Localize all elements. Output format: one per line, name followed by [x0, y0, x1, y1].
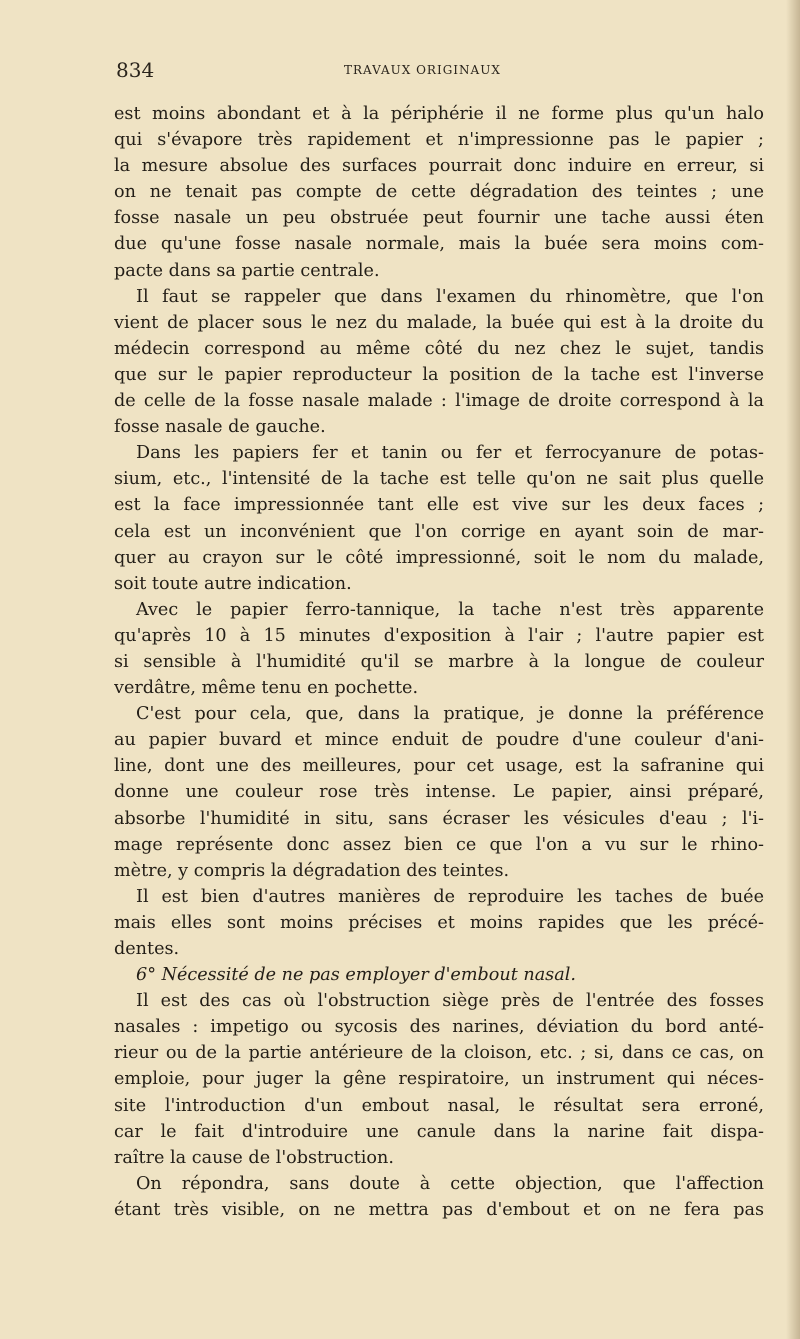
- text-line: fosse nasale de gauche.: [114, 417, 326, 438]
- page-number: 834: [116, 58, 155, 82]
- page-header: [116, 58, 762, 88]
- text-line: médecin correspond au même côté du nez chez le sujet, tandis: [114, 338, 764, 359]
- text-line: fosse nasale un peu obstruée peut fournir une tache aussi éten: [114, 208, 764, 229]
- text-line: car le fait d'introduire une canule dans la narine fait dispa-: [114, 1121, 764, 1142]
- text-line: nasales : impetigo ou sycosis des narines, déviation du bord anté-: [114, 1017, 764, 1038]
- text-line: pacte dans sa partie centrale.: [114, 260, 380, 281]
- text-line: soit toute autre indication.: [114, 573, 352, 594]
- text-line: rieur ou de la partie antérieure de la cloison, etc. ; si, dans ce cas, on: [114, 1043, 764, 1064]
- text-line: line, dont une des meilleures, pour cet usage, est la safranine qui: [114, 756, 764, 777]
- text-line: due qu'une fosse nasale normale, mais la buée sera moins com-: [114, 234, 764, 255]
- running-head: TRAVAUX ORIGINAUX: [344, 63, 501, 77]
- text-line: C'est pour cela, que, dans la pratique, je donne la préférence: [136, 704, 764, 725]
- text-line: emploie, pour juger la gêne respiratoire, un instrument qui néces-: [114, 1069, 764, 1090]
- text-line: est moins abondant et à la périphérie il ne forme plus qu'un halo: [114, 104, 764, 124]
- text-line: absorbe l'humidité in situ, sans écraser les vésicules d'eau ; l'i-: [114, 808, 764, 829]
- text-line: la mesure absolue des surfaces pourrait donc induire en erreur, si: [114, 156, 764, 177]
- text-line: Il est bien d'autres manières de reproduire les taches de buée: [136, 886, 764, 907]
- text-line: site l'introduction d'un embout nasal, le résultat sera erroné,: [114, 1095, 764, 1116]
- text-line: est la face impressionnée tant elle est vive sur les deux faces ;: [114, 495, 764, 516]
- text-line: Il faut se rappeler que dans l'examen du rhinomètre, que l'on: [136, 286, 764, 307]
- text-line: étant très visible, on ne mettra pas d'embout et on ne fera pas: [114, 1199, 764, 1220]
- text-line: vient de placer sous le nez du malade, la buée qui est à la droite du: [114, 312, 764, 333]
- text-line: mais elles sont moins précises et moins rapides que les précé-: [114, 912, 764, 933]
- text-line: cela est un inconvénient que l'on corrige en ayant soin de mar-: [114, 521, 764, 542]
- text-line: au papier buvard et mince enduit de poudre d'une couleur d'ani-: [114, 730, 764, 751]
- text-line: Il est des cas où l'obstruction siège près de l'entrée des fosses: [136, 991, 764, 1012]
- text-line: qui s'évapore très rapidement et n'impressionne pas le papier ;: [114, 130, 764, 151]
- text-line: raître la cause de l'obstruction.: [114, 1147, 394, 1168]
- text-line: quer au crayon sur le côté impressionné, soit le nom du malade,: [114, 547, 764, 568]
- text-line: sium, etc., l'intensité de la tache est telle qu'on ne sait plus quelle: [114, 469, 764, 490]
- text-line: verdâtre, même tenu en pochette.: [114, 678, 419, 699]
- text-line: si sensible à l'humidité qu'il se marbre à la longue de couleur: [114, 651, 764, 672]
- text-line: qu'après 10 à 15 minutes d'exposition à l'air ; l'autre papier est: [114, 625, 764, 646]
- text-line: mage représente donc assez bien ce que l'on a vu sur le rhino-: [114, 834, 764, 855]
- text-line: donne une couleur rose très intense. Le papier, ainsi préparé,: [114, 782, 764, 803]
- body-text: [114, 101, 764, 1223]
- text-line: Dans les papiers fer et tanin ou fer et ferrocyanure de potas-: [136, 443, 764, 464]
- text-line: Avec le papier ferro-tannique, la tache n'est très apparente: [136, 599, 764, 620]
- text-line: dentes.: [114, 939, 180, 959]
- text-line: mètre, y compris la dégradation des teintes.: [114, 860, 510, 881]
- text-line: de celle de la fosse nasale malade : l'image de droite correspond à la: [114, 391, 764, 412]
- text-line: que sur le papier reproducteur la position de la tache est l'inverse: [114, 364, 764, 385]
- text-line: On répondra, sans doute à cette objection, que l'affection: [136, 1173, 764, 1194]
- text-line: on ne tenait pas compte de cette dégradation des teintes ; une: [114, 182, 764, 203]
- section-heading: 6° Nécessité de ne pas employer d'embout nasal.: [136, 965, 576, 986]
